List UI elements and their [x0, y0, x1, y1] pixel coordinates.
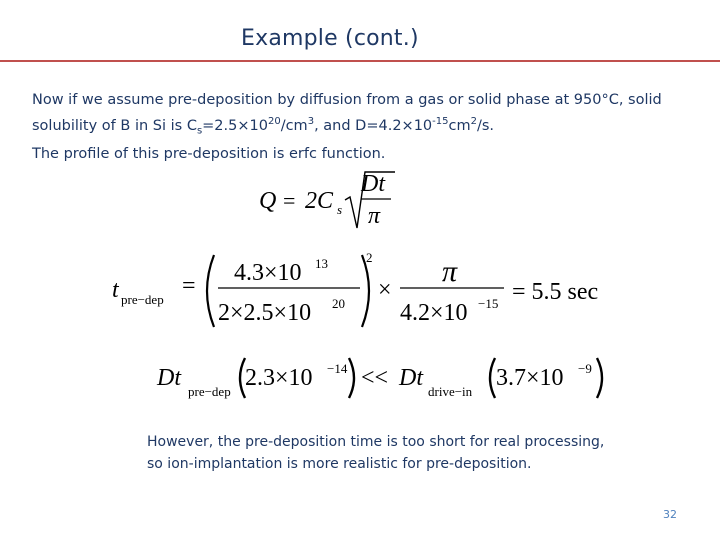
- eq2-equals: =: [182, 273, 196, 299]
- superscript: -15: [432, 116, 449, 127]
- eq3-dt1: Dt: [157, 365, 181, 391]
- eq3-dt2: Dt: [399, 365, 423, 391]
- equation-time-svg: [108, 247, 618, 337]
- equation-dose: [255, 166, 425, 236]
- eq3-sub2: drive−in: [428, 384, 473, 399]
- eq2-num-exp: 13: [315, 256, 328, 271]
- intro-line-2: [32, 111, 692, 143]
- text-run: , and D=4.2×10: [314, 117, 433, 134]
- equation-time: [108, 247, 618, 337]
- note-line-2: so ion-implantation is more realistic for pre-deposition.: [147, 456, 532, 472]
- eq2-den: 2×2.5×10: [218, 300, 312, 326]
- eq1-sub: s: [337, 202, 343, 217]
- eq3-val1: 2.3×10: [245, 365, 313, 391]
- text-run: /cm: [280, 117, 308, 134]
- conclusion-note: [147, 431, 667, 475]
- eq2-t: t: [112, 277, 119, 303]
- eq1-den: π: [368, 203, 381, 229]
- eq2-times: ×: [378, 277, 392, 303]
- eq1-equals: =: [283, 188, 296, 213]
- eq3-exp1: −14: [327, 361, 348, 376]
- equation-comparison-svg: [155, 352, 625, 402]
- text-run: =2.5×10: [202, 117, 268, 134]
- text-run: solubility of B in Si is C: [32, 117, 197, 134]
- text-run: /s.: [476, 117, 495, 134]
- eq1-num: Dt: [361, 171, 385, 197]
- subscript: s: [196, 125, 203, 137]
- eq1-lhs: Q: [259, 188, 277, 214]
- superscript: 2: [470, 116, 477, 127]
- right-paren: [362, 255, 369, 327]
- intro-line-1: Now if we assume pre-deposition by diffusion from a gas or solid phase at 950°C, solid: [32, 92, 662, 108]
- right-paren: [349, 358, 354, 398]
- eq2-power: 2: [366, 250, 373, 265]
- superscript: 20: [267, 116, 281, 127]
- intro-paragraph: [32, 89, 692, 165]
- eq2-den2: 4.2×10: [400, 300, 468, 326]
- right-paren: [597, 358, 602, 398]
- left-paren: [490, 358, 495, 398]
- eq2-num: 4.3×10: [234, 260, 302, 286]
- left-paren: [207, 255, 214, 327]
- page-number: 32: [663, 508, 677, 521]
- equation-comparison: [155, 352, 625, 402]
- intro-line-3: The profile of this pre-deposition is erfc function.: [32, 145, 386, 162]
- title-divider: [0, 60, 720, 62]
- superscript: 3: [307, 116, 315, 127]
- eq3-val2: 3.7×10: [496, 365, 564, 391]
- text-run: cm: [448, 117, 471, 134]
- note-line-1: However, the pre-deposition time is too short for real processing,: [147, 434, 605, 450]
- eq2-den-exp: 20: [332, 296, 345, 311]
- eq2-tsub: pre−dep: [121, 292, 164, 307]
- eq1-coef: 2C: [305, 188, 334, 214]
- eq3-sub1: pre−dep: [188, 384, 231, 399]
- eq2-den2-exp: −15: [478, 296, 499, 311]
- eq3-exp2: −9: [578, 361, 592, 376]
- eq2-pi: π: [442, 255, 458, 288]
- equation-dose-svg: [255, 166, 425, 236]
- eq2-result: = 5.5 sec: [512, 279, 599, 305]
- eq3-relation: <<: [361, 365, 389, 391]
- slide-title: Example (cont.): [241, 26, 419, 51]
